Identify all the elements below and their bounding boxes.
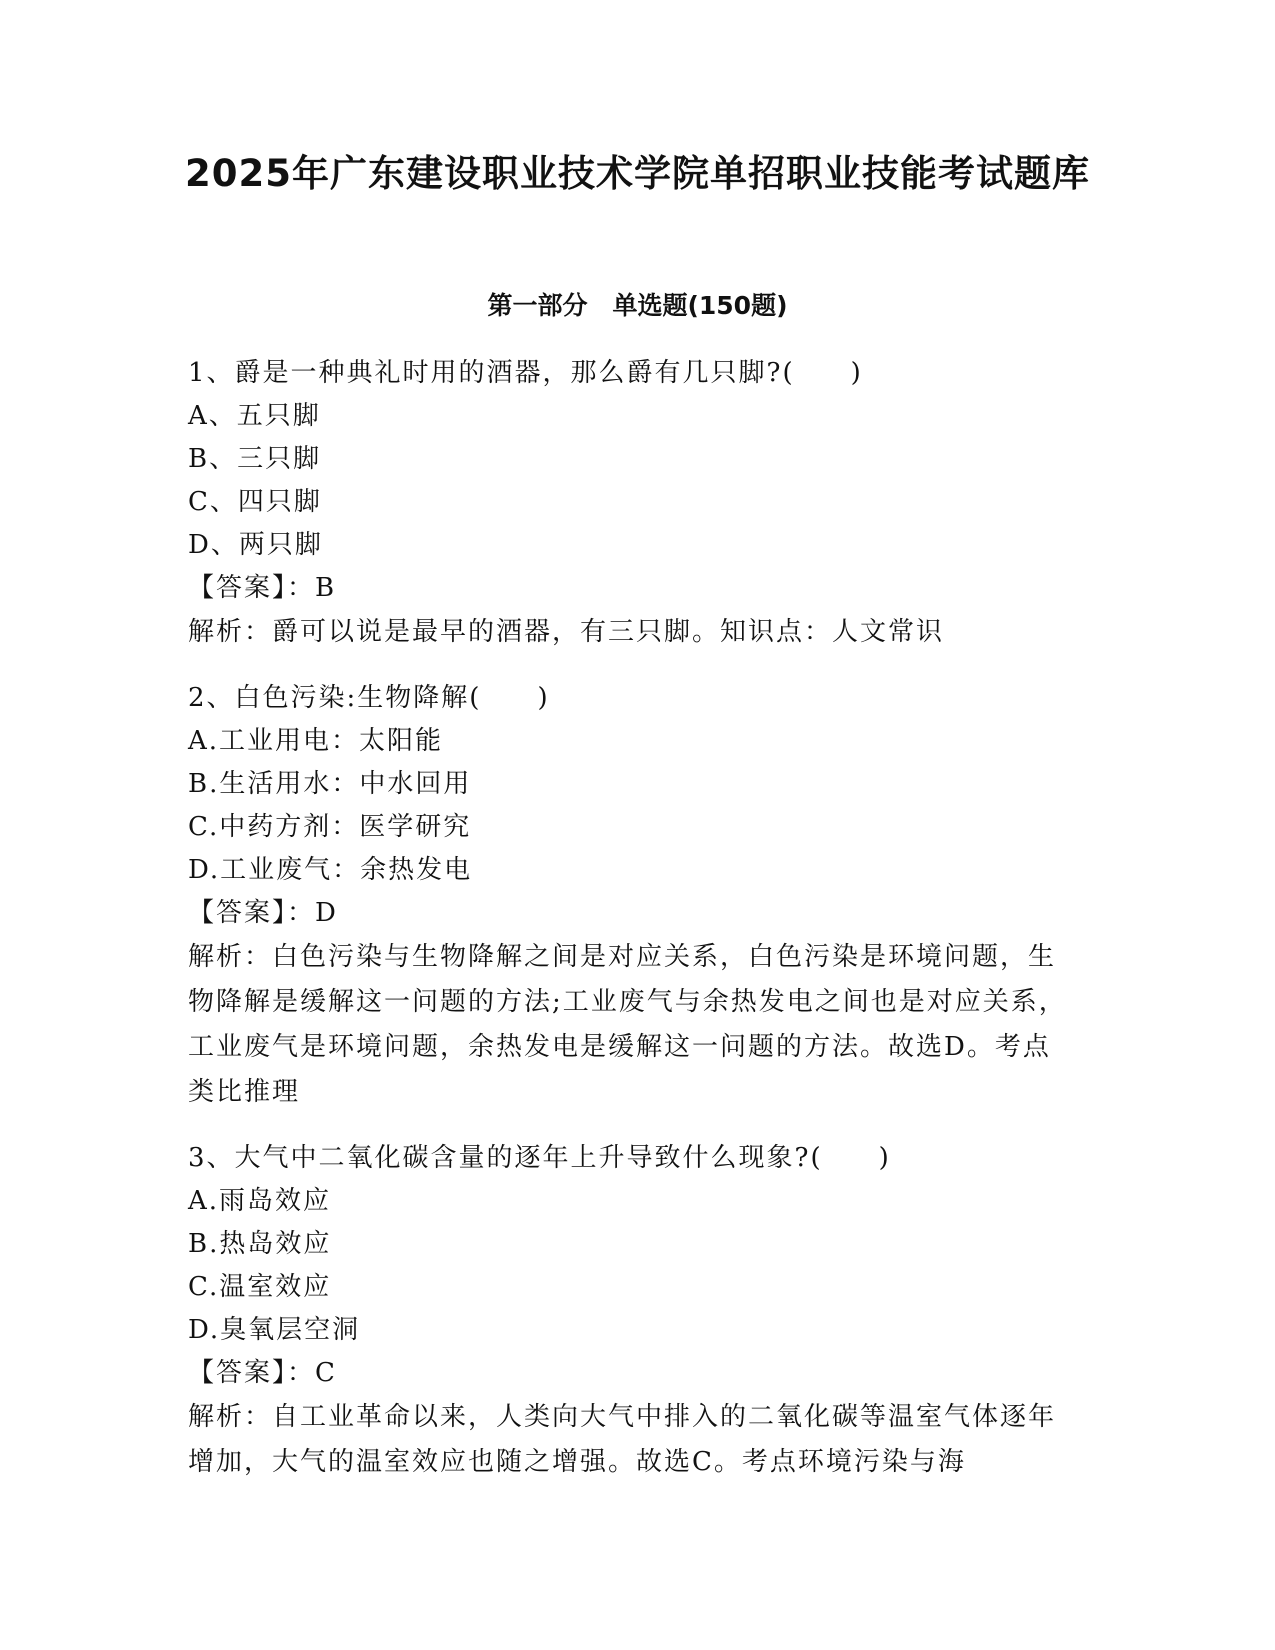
option-b: B.生活用水：中水回用 <box>188 769 472 799</box>
answer: 【答案】：D <box>188 898 338 928</box>
question-stem: 1、爵是一种典礼时用的酒器，那么爵有几只脚?( ) <box>188 358 863 388</box>
option-d: D、两只脚 <box>188 530 323 560</box>
question-list <box>188 352 1088 1507</box>
section-title: 第一部分 单选题(150题) <box>487 291 788 320</box>
explanation: 解析：自工业革命以来，人类向大气中排入的二氧化碳等温室气体逐年增加，大气的温室效应也随之增强。故选C。考点环境污染与海 <box>188 1402 1057 1477</box>
question-stem: 3、大气中二氧化碳含量的逐年上升导致什么现象?( ) <box>188 1143 891 1173</box>
option-a: A、五只脚 <box>188 401 321 431</box>
option-a: A.雨岛效应 <box>188 1186 332 1216</box>
question-stem: 2、白色污染:生物降解( ) <box>188 683 550 713</box>
explanation: 解析：爵可以说是最早的酒器，有三只脚。知识点：人文常识 <box>188 617 945 647</box>
question-2 <box>188 677 1088 1115</box>
explanation: 解析：白色污染与生物降解之间是对应关系，白色污染是环境问题，生物降解是缓解这一问题的方法;工业废气与余热发电之间也是对应关系，工业废气是环境问题，余热发电是缓解这一问题的方法。故选D。考点类比推理 <box>188 942 1067 1107</box>
option-c: C、四只脚 <box>188 487 322 517</box>
document-title: 2025年广东建设职业技术学院单招职业技能考试题库 <box>185 152 1090 195</box>
option-d: D.臭氧层空洞 <box>188 1315 361 1345</box>
answer: 【答案】：C <box>188 1358 337 1388</box>
option-b: B.热岛效应 <box>188 1229 332 1259</box>
answer: 【答案】：B <box>188 573 337 603</box>
option-a: A.工业用电：太阳能 <box>188 726 444 756</box>
option-c: C.温室效应 <box>188 1272 332 1302</box>
option-d: D.工业废气：余热发电 <box>188 855 473 885</box>
option-b: B、三只脚 <box>188 444 322 474</box>
question-3 <box>188 1137 1088 1485</box>
option-c: C.中药方剂：医学研究 <box>188 812 472 842</box>
question-1 <box>188 352 1088 655</box>
